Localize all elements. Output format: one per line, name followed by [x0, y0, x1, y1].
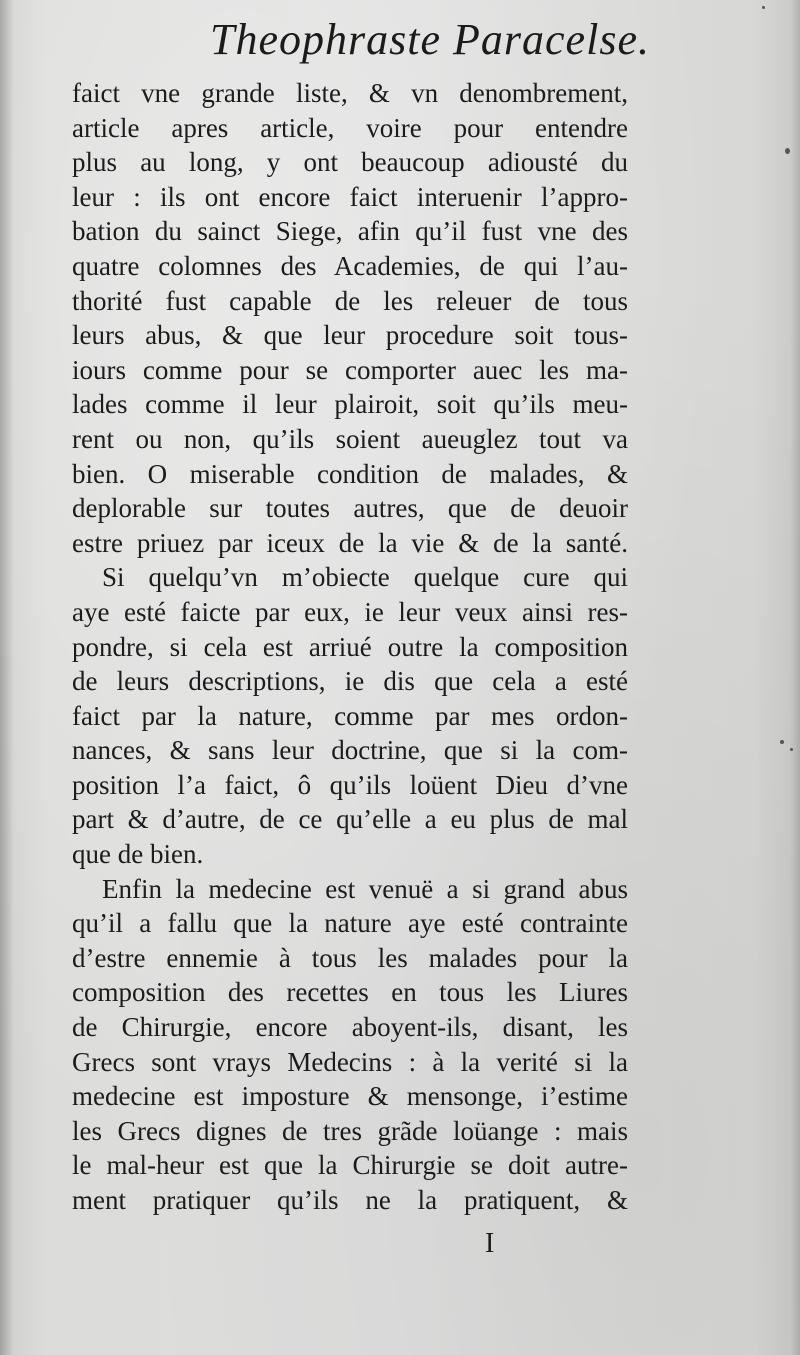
text-line: qu’il a fallu que la nature aye esté contrainte — [72, 908, 628, 939]
text-line: Grecs sont vrays Medecins : à la verité si la — [72, 1046, 628, 1077]
text-line: ment pratiquer qu’ils ne la pratiquent, & — [72, 1185, 628, 1215]
text-line: faict vne grande liste, & vn denombrement, — [72, 78, 628, 108]
text-line: iours comme pour se comporter auec les ma- — [72, 354, 628, 385]
text-line: composition des recettes en tous les Liures — [72, 977, 628, 1008]
text-line: de leurs descriptions, ie dis que cela a esté — [72, 666, 628, 697]
text-line: part & d’autre, de ce qu’elle a eu plus de mal — [72, 804, 628, 835]
text-line: de Chirurgie, encore aboyent-ils, disant, les — [72, 1012, 628, 1043]
text-line: pondre, si cela est arriué outre la composition — [72, 631, 628, 662]
text-line: deplorable sur toutes autres, que de deuoir — [72, 493, 628, 524]
text-line: plus au long, y ont beaucoup adiousté du — [72, 147, 628, 178]
text-line: Enfin la medecine est venuë a si grand abus — [102, 873, 628, 904]
paper-speck — [790, 748, 793, 751]
text-line: estre priuez par iceux de la vie & de la santé. — [72, 527, 628, 558]
text-line: bation du sainct Siege, afin qu’il fust vne des — [72, 216, 628, 247]
paper-speck — [762, 6, 765, 9]
signature-mark: I — [485, 1228, 495, 1259]
text-line: Si quelqu’vn m’obiecte quelque cure qui — [102, 562, 628, 593]
text-line: leur : ils ont encore faict interuenir l’appro- — [72, 181, 628, 212]
text-line: lades comme il leur plairoit, soit qu’ils meu- — [72, 389, 628, 420]
page-edge-shadow — [790, 0, 800, 1355]
paper-speck — [785, 148, 790, 154]
paper-speck — [780, 740, 784, 744]
text-line: faict par la nature, comme par mes ordon- — [72, 700, 628, 731]
text-line: les Grecs dignes de tres grãde loüange : mais — [72, 1115, 628, 1146]
text-line: nances, & sans leur doctrine, que si la com- — [72, 735, 628, 766]
text-line: thorité fust capable de les releuer de tous — [72, 285, 628, 316]
running-head: Theophraste Paracelse. — [210, 15, 650, 64]
text-line: rent ou non, qu’ils soient aueuglez tout va — [72, 423, 628, 454]
text-line: medecine est imposture & mensonge, i’estime — [72, 1081, 628, 1112]
text-line: le mal-heur est que la Chirurgie se doit autre- — [72, 1150, 628, 1181]
text-line: d’estre ennemie à tous les malades pour la — [72, 942, 628, 973]
body-text — [72, 76, 628, 1218]
text-line: quatre colomnes des Academies, de qui l’au- — [72, 250, 628, 281]
text-line: article apres article, voire pour entendre — [72, 112, 628, 143]
text-line: que de bien. — [72, 839, 204, 870]
text-line: aye esté faicte par eux, ie leur veux ainsi res- — [72, 596, 628, 627]
text-line: bien. O miserable condition de malades, & — [72, 458, 628, 489]
gutter-shadow — [0, 0, 14, 1355]
text-line: position l’a faict, ô qu’ils loüent Dieu d’vne — [72, 769, 628, 800]
text-line: leurs abus, & que leur procedure soit tous- — [72, 320, 628, 351]
